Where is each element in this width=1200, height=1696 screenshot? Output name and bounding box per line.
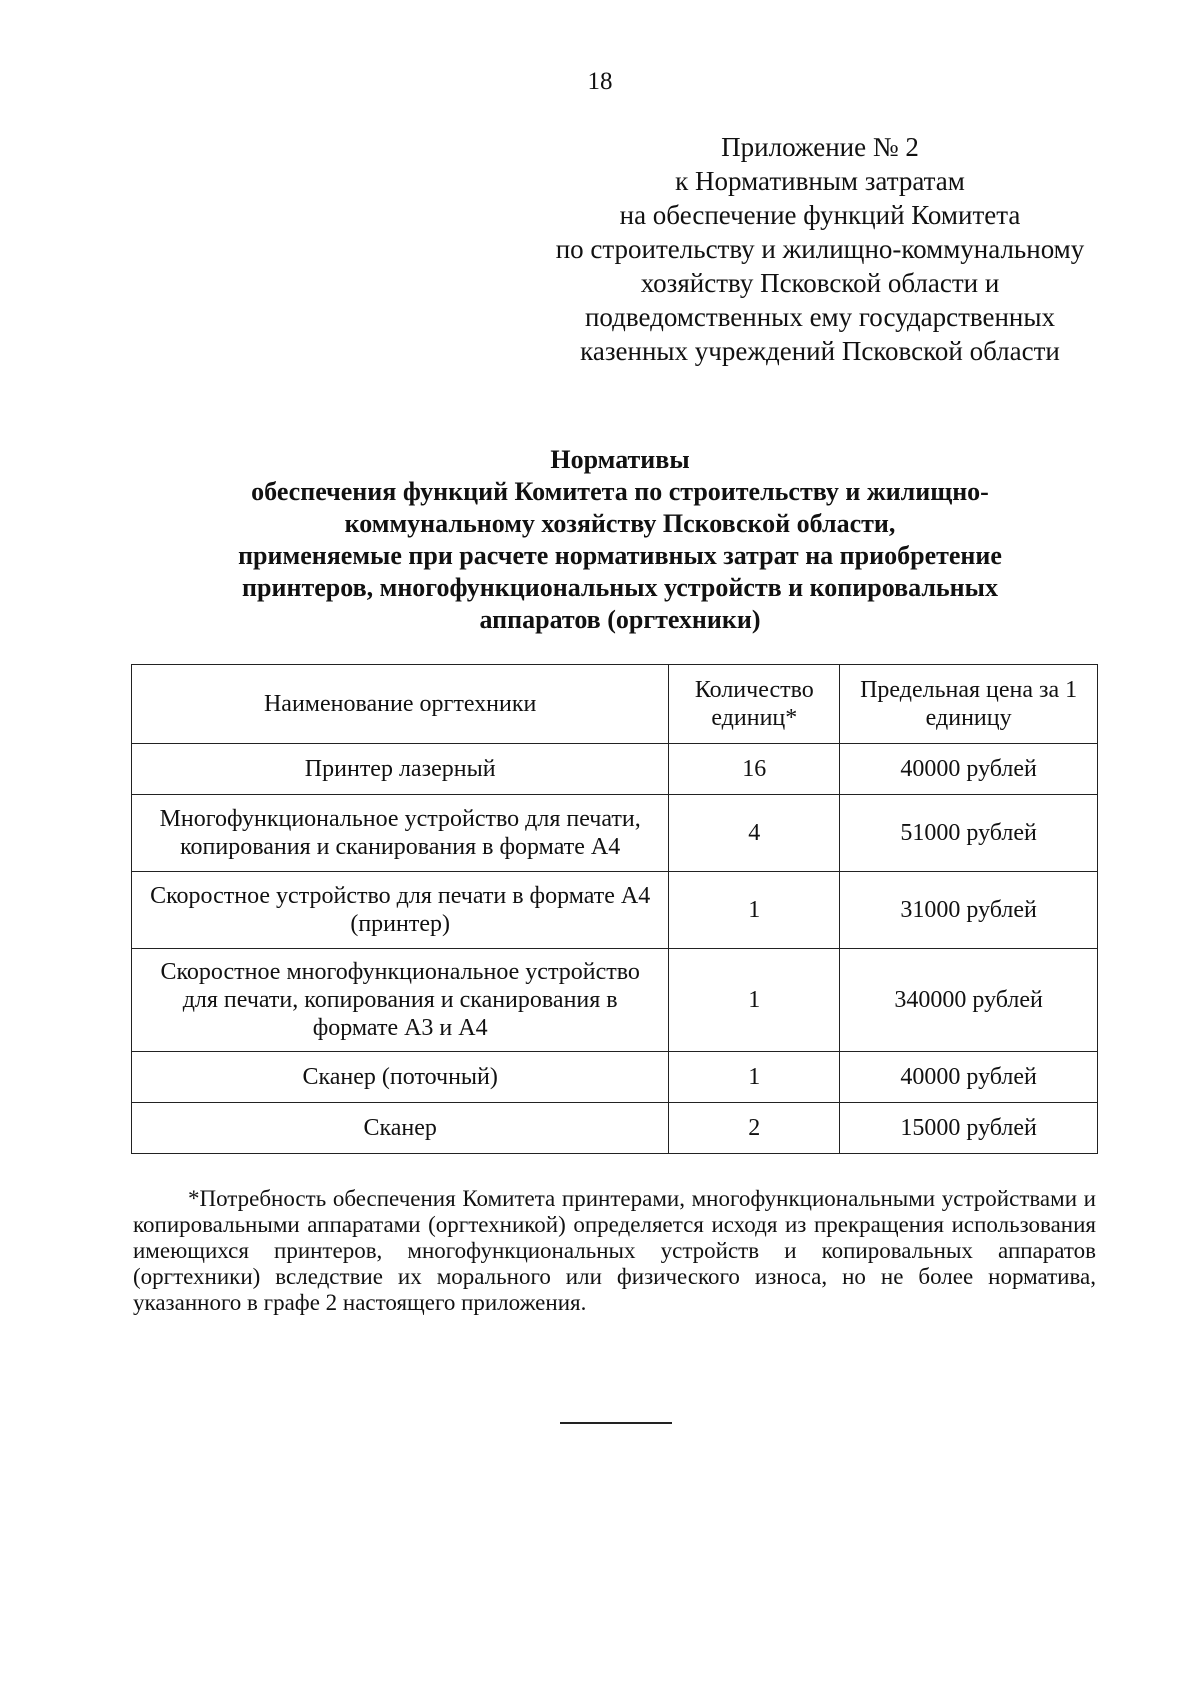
- cell-max-price: 51000 рублей: [840, 795, 1098, 872]
- cell-max-price: 40000 рублей: [840, 744, 1098, 795]
- norms-table: [131, 664, 1098, 1154]
- cell-max-price: 340000 рублей: [840, 949, 1098, 1052]
- cell-equipment-name: Сканер (поточный): [132, 1052, 669, 1103]
- table-row: [132, 744, 1098, 795]
- cell-quantity: 1: [669, 872, 840, 949]
- title-line: принтеров, многофункциональных устройств и копировальных: [242, 573, 998, 602]
- appendix-line: Приложение № 2: [721, 132, 919, 162]
- cell-quantity: 1: [669, 1052, 840, 1103]
- appendix-line: хозяйству Псковской области и: [640, 268, 1000, 298]
- page-number: 18: [587, 68, 613, 95]
- footnote: *Потребность обеспечения Комитета принтерами, многофункциональными устройствами и копировальными аппаратами (оргтехникой) определяется исходя из прекращения использования имеющихся принтеров, многофункциональных устройств и копировальных аппаратов (оргтехники) вследствие их морального или физического износа, но не более норматива, указанного в графе 2 настоящего приложения.: [133, 1186, 1096, 1315]
- cell-quantity: 4: [669, 795, 840, 872]
- cell-equipment-name: Скоростное устройство для печати в формате А4 (принтер): [132, 872, 669, 949]
- title-line: Нормативы: [550, 445, 690, 474]
- title-line: обеспечения функций Комитета по строительству и жилищно-: [251, 477, 989, 506]
- table-row: [132, 795, 1098, 872]
- cell-quantity: 1: [669, 949, 840, 1052]
- title-line: аппаратов (оргтехники): [479, 605, 761, 634]
- cell-quantity: 16: [669, 744, 840, 795]
- table-header-row: [132, 665, 1098, 744]
- appendix-header: [520, 130, 1120, 368]
- table-row: [132, 1052, 1098, 1103]
- title-line: коммунальному хозяйству Псковской области,: [344, 509, 896, 538]
- cell-equipment-name: Сканер: [132, 1103, 669, 1154]
- cell-equipment-name: Принтер лазерный: [132, 744, 669, 795]
- table-row: [132, 1103, 1098, 1154]
- end-divider: [560, 1422, 672, 1424]
- cell-max-price: 15000 рублей: [840, 1103, 1098, 1154]
- appendix-line: к Нормативным затратам: [675, 166, 965, 196]
- cell-equipment-name: Скоростное многофункциональное устройство для печати, копирования и сканирования в формате А3 и А4: [132, 949, 669, 1052]
- appendix-line: подведомственных ему государственных: [584, 302, 1056, 332]
- cell-equipment-name: Многофункциональное устройство для печати, копирования и сканирования в формате А4: [132, 795, 669, 872]
- cell-max-price: 40000 рублей: [840, 1052, 1098, 1103]
- header-equipment-name: Наименование оргтехники: [132, 665, 669, 744]
- cell-quantity: 2: [669, 1103, 840, 1154]
- document-title: [120, 444, 1120, 636]
- appendix-line: по строительству и жилищно-коммунальному: [555, 234, 1085, 264]
- appendix-line: казенных учреждений Псковской области: [580, 336, 1060, 366]
- title-line: применяемые при расчете нормативных затрат на приобретение: [238, 541, 1002, 570]
- table-row: [132, 872, 1098, 949]
- header-max-price: Предельная цена за 1 единицу: [840, 665, 1098, 744]
- table-row: [132, 949, 1098, 1052]
- cell-max-price: 31000 рублей: [840, 872, 1098, 949]
- appendix-line: на обеспечение функций Комитета: [619, 200, 1021, 230]
- header-quantity: Количество единиц*: [669, 665, 840, 744]
